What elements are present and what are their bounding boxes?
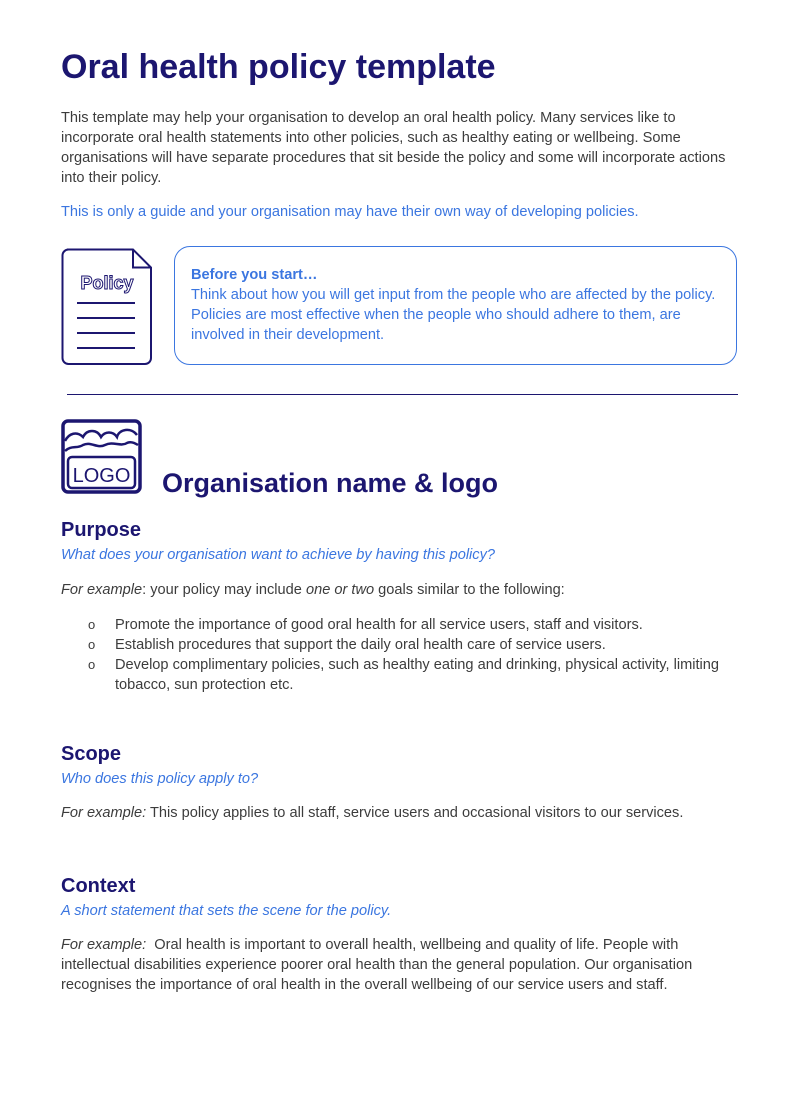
- callout-title: Before you start…: [191, 267, 318, 283]
- callout-body: Think about how you will get input from the people who are affected by the policy. Policies are most effective when the people who should adhere to them, are involved in their development.: [191, 287, 716, 343]
- bullet-marker: o: [88, 637, 96, 652]
- context-question: A short statement that sets the scene for the policy.: [61, 903, 392, 919]
- scope-example-text: This policy applies to all staff, service users and occasional visitors to our services.: [146, 805, 684, 821]
- logo-placeholder-icon: [61, 419, 142, 494]
- scope-question: Who does this policy apply to?: [61, 771, 259, 787]
- page-title: Oral health policy template: [61, 48, 496, 86]
- scope-heading: Scope: [61, 743, 122, 765]
- list-item-text: Promote the importance of good oral health for all service users, staff and visitors.: [115, 617, 643, 633]
- list-item: [61, 615, 751, 635]
- before-you-start-callout: [174, 246, 737, 365]
- section-divider: [67, 394, 738, 395]
- guide-note: This is only a guide and your organisation may have their own way of developing policies.: [61, 204, 639, 220]
- policy-document-icon: [61, 248, 153, 366]
- bullet-marker: o: [88, 617, 96, 632]
- organisation-heading: Organisation name & logo: [162, 468, 499, 498]
- scope-example: [61, 803, 751, 823]
- purpose-example-emphasis: one or two: [305, 582, 375, 598]
- list-item-text: Develop complimentary policies, such as healthy eating and drinking, physical activity, limiting tobacco, sun protection etc.: [115, 657, 720, 693]
- context-heading: Context: [61, 875, 136, 897]
- context-example-lead: For example:: [61, 937, 147, 953]
- purpose-question: What does your organisation want to achieve by having this policy?: [61, 547, 496, 563]
- purpose-example: [61, 580, 751, 600]
- purpose-example-text-2: goals similar to the following:: [374, 582, 565, 598]
- bullet-marker: o: [88, 657, 96, 672]
- list-item: [61, 655, 751, 695]
- logo-icon-label: LOGO: [72, 465, 131, 487]
- scope-example-lead: For example:: [61, 805, 147, 821]
- list-item: [61, 635, 751, 655]
- policy-icon-label: Policy: [80, 273, 134, 293]
- context-example: [61, 935, 741, 995]
- purpose-example-lead: For example: [61, 582, 143, 598]
- purpose-goals-list: [61, 615, 751, 695]
- context-example-text: Oral health is important to overall health, wellbeing and quality of life. People with intellectual disabilities experience poorer oral health than the general population. Our organisation recognises the importance of oral health in the overall wellbeing of our service users and staff.: [61, 937, 697, 993]
- intro-paragraph: This template may help your organisation to develop an oral health policy. Many services like to incorporate oral health statements into other policies, such as healthy eating or wellbeing. Some organisations will have separate procedures that sit beside the policy and some will incorporate actions into their policy.: [61, 110, 726, 186]
- list-item-text: Establish procedures that support the daily oral health care of service users.: [115, 637, 606, 653]
- purpose-heading: Purpose: [61, 519, 142, 541]
- purpose-example-text-1: : your policy may include: [142, 582, 306, 598]
